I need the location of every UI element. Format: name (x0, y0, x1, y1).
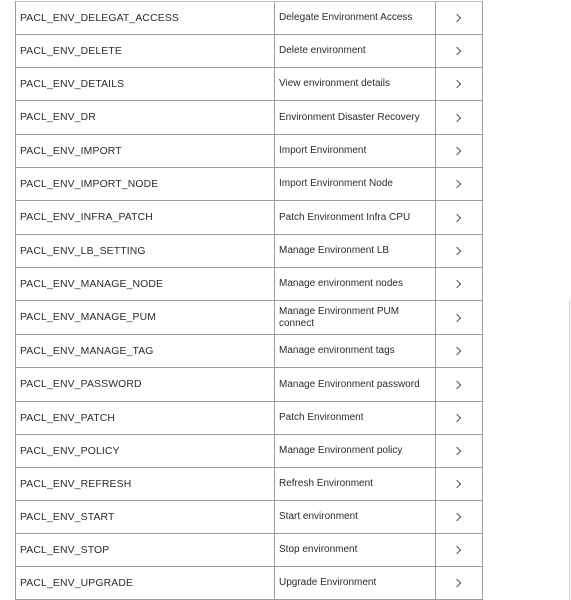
row-details-button[interactable] (435, 135, 480, 167)
chevron-right-icon (453, 14, 461, 22)
scrollbar-track[interactable] (569, 300, 570, 600)
row-details-button[interactable] (435, 35, 480, 67)
permission-description: Environment Disaster Recovery (274, 101, 435, 134)
row-details-button[interactable] (435, 301, 480, 334)
permission-description: Import Environment Node (274, 168, 435, 200)
permission-description: Delete environment (274, 35, 435, 67)
row-details-button[interactable] (435, 101, 480, 134)
permission-description: Stop environment (274, 534, 435, 566)
permission-description: Manage Environment password (274, 368, 435, 401)
permission-description: Patch Environment (274, 402, 435, 434)
chevron-right-icon (453, 480, 461, 488)
chevron-right-icon (453, 180, 461, 188)
permission-code: PACL_ENV_UPGRADE (20, 577, 134, 589)
permission-description: Refresh Environment (274, 468, 435, 500)
permission-description: Import Environment (274, 135, 435, 167)
row-details-button[interactable] (435, 435, 480, 467)
permission-code: PACL_ENV_PASSWORD (20, 379, 142, 390)
chevron-right-icon (453, 347, 461, 355)
row-details-button[interactable] (435, 368, 480, 401)
permission-description: Start environment (274, 501, 435, 533)
row-details-button[interactable] (435, 201, 480, 234)
permission-code: PACL_ENV_MANAGE_NODE (20, 278, 164, 290)
table-row[interactable] (16, 1, 482, 35)
chevron-right-icon (453, 380, 461, 388)
table-row[interactable] (16, 534, 482, 567)
permission-code: PACL_ENV_POLICY (20, 445, 120, 457)
permission-description: Patch Environment Infra CPU (274, 201, 435, 234)
permission-code: PACL_ENV_LB_SETTING (20, 245, 146, 257)
permission-code: PACL_ENV_DETAILS (20, 78, 125, 90)
chevron-right-icon (453, 313, 461, 321)
permission-code: PACL_ENV_MANAGE_PUM (20, 312, 157, 323)
chevron-right-icon (453, 546, 461, 554)
table-row[interactable] (16, 235, 482, 268)
permission-code: PACL_ENV_MANAGE_TAG (20, 345, 154, 357)
chevron-right-icon (453, 280, 461, 288)
table-row[interactable] (16, 301, 482, 335)
table-row[interactable] (16, 567, 482, 600)
permissions-table (15, 1, 483, 600)
row-details-button[interactable] (435, 68, 480, 100)
permission-description: Manage Environment PUM connect (274, 301, 435, 334)
table-row[interactable] (16, 201, 482, 235)
permission-code: PACL_ENV_START (20, 511, 115, 523)
row-details-button[interactable] (435, 402, 480, 434)
permission-code: PACL_ENV_INFRA_PATCH (20, 212, 153, 223)
chevron-right-icon (453, 247, 461, 255)
permission-description: Manage Environment LB (274, 235, 435, 267)
row-details-button[interactable] (435, 468, 480, 500)
row-details-button[interactable] (435, 567, 480, 599)
row-details-button[interactable] (435, 235, 480, 267)
permission-description: Manage environment tags (274, 335, 435, 367)
row-details-button[interactable] (435, 335, 480, 367)
table-row[interactable] (16, 135, 482, 168)
permission-code: PACL_ENV_REFRESH (20, 478, 132, 490)
permission-code: PACL_ENV_DELETE (20, 45, 122, 57)
table-row[interactable] (16, 68, 482, 101)
row-details-button[interactable] (435, 168, 480, 200)
table-row[interactable] (16, 35, 482, 68)
table-row[interactable] (16, 268, 482, 301)
row-details-button[interactable] (435, 534, 480, 566)
table-row[interactable] (16, 435, 482, 468)
permission-description: View environment details (274, 68, 435, 100)
permission-code: PACL_ENV_IMPORT_NODE (20, 178, 159, 190)
table-row[interactable] (16, 402, 482, 435)
chevron-right-icon (453, 213, 461, 221)
permission-code: PACL_ENV_DELEGAT_ACCESS (20, 12, 179, 24)
table-row[interactable] (16, 168, 482, 201)
table-row[interactable] (16, 101, 482, 135)
chevron-right-icon (453, 414, 461, 422)
chevron-right-icon (453, 80, 461, 88)
row-details-button[interactable] (435, 2, 480, 34)
permission-description: Delegate Environment Access (274, 2, 435, 34)
permission-code: PACL_ENV_PATCH (20, 412, 116, 424)
table-row[interactable] (16, 501, 482, 534)
row-details-button[interactable] (435, 501, 480, 533)
chevron-right-icon (453, 513, 461, 521)
table-row[interactable] (16, 335, 482, 368)
chevron-right-icon (453, 113, 461, 121)
chevron-right-icon (453, 47, 461, 55)
permission-description: Manage Environment policy (274, 435, 435, 467)
row-details-button[interactable] (435, 268, 480, 300)
chevron-right-icon (453, 447, 461, 455)
permission-code: PACL_ENV_STOP (20, 544, 110, 556)
permission-description: Manage environment nodes (274, 268, 435, 300)
permission-code: PACL_ENV_IMPORT (20, 145, 122, 157)
table-row[interactable] (16, 468, 482, 501)
permission-description: Upgrade Environment (274, 567, 435, 599)
permission-code: PACL_ENV_DR (20, 112, 96, 123)
table-row[interactable] (16, 368, 482, 402)
chevron-right-icon (453, 579, 461, 587)
chevron-right-icon (453, 147, 461, 155)
